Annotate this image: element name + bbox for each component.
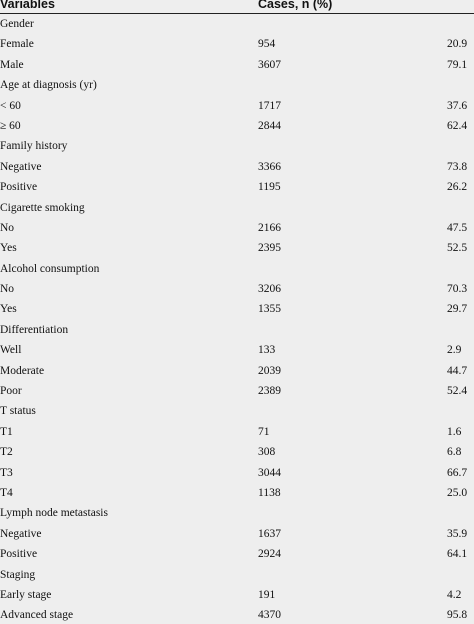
cases-pct-cell: 29.7 xyxy=(447,303,468,316)
cases-n-cell: 2389 xyxy=(258,385,281,398)
table-row xyxy=(0,605,474,624)
cases-pct-cell: 44.7 xyxy=(447,364,468,377)
cases-n-cell: 2039 xyxy=(258,364,281,377)
variable-cell: Female xyxy=(0,38,34,51)
cases-n-cell: 2844 xyxy=(258,119,281,132)
category-row xyxy=(0,401,474,421)
variable-cell: Gender xyxy=(0,18,34,30)
variable-cell: Alcohol consumption xyxy=(0,262,100,275)
variable-cell: Negative xyxy=(0,160,42,173)
variable-cell: Moderate xyxy=(0,364,45,377)
cases-n-cell: 4370 xyxy=(258,609,281,622)
variable-cell: ≥ 60 xyxy=(0,119,21,132)
cases-n-cell: 308 xyxy=(258,446,276,459)
variable-cell: Cigarette smoking xyxy=(0,201,85,214)
variable-cell: Advanced stage xyxy=(0,609,74,622)
variable-cell: Yes xyxy=(0,242,17,255)
category-row xyxy=(0,320,474,340)
variable-cell: Poor xyxy=(0,385,22,398)
table-row xyxy=(0,157,474,177)
variable-cell: Early stage xyxy=(0,588,52,601)
variable-cell: Negative xyxy=(0,527,42,540)
cases-pct-cell: 70.3 xyxy=(447,283,468,296)
table-header xyxy=(0,0,474,14)
header-cases: Cases, n (%) xyxy=(258,0,333,11)
category-row xyxy=(0,14,474,34)
cases-pct-cell: 35.9 xyxy=(447,527,468,540)
cases-pct-cell: 52.4 xyxy=(447,385,468,398)
table-row xyxy=(0,238,474,258)
variable-cell: No xyxy=(0,221,15,234)
category-row xyxy=(0,75,474,95)
table-row xyxy=(0,340,474,360)
variable-cell: < 60 xyxy=(0,99,21,112)
table-row xyxy=(0,483,474,503)
cases-pct-cell: 20.9 xyxy=(447,38,468,51)
cases-pct-cell: 79.1 xyxy=(447,58,468,71)
cases-n-cell: 133 xyxy=(258,344,276,357)
variable-cell: Well xyxy=(0,344,22,357)
table-row xyxy=(0,442,474,462)
variable-cell: T status xyxy=(0,405,36,418)
table-body xyxy=(0,14,474,624)
variable-cell: Lymph node metastasis xyxy=(0,507,108,520)
variable-cell: Differentiation xyxy=(0,323,69,336)
cases-pct-cell: 2.9 xyxy=(447,344,462,357)
cases-pct-cell: 62.4 xyxy=(447,119,468,132)
cases-pct-cell: 52.5 xyxy=(447,242,468,255)
variable-cell: T2 xyxy=(0,446,13,459)
table-row xyxy=(0,585,474,605)
cases-n-cell: 3607 xyxy=(258,58,281,71)
table-row xyxy=(0,544,474,564)
cases-n-cell: 71 xyxy=(258,425,270,438)
table-row xyxy=(0,361,474,381)
cases-pct-cell: 25.0 xyxy=(447,486,468,499)
cases-pct-cell: 47.5 xyxy=(447,221,468,234)
variable-cell: Family history xyxy=(0,140,68,153)
table-row xyxy=(0,524,474,544)
cases-n-cell: 3366 xyxy=(258,160,281,173)
category-row xyxy=(0,503,474,523)
cases-n-cell: 191 xyxy=(258,588,276,601)
table-row xyxy=(0,55,474,75)
cases-pct-cell: 6.8 xyxy=(447,446,462,459)
table-row xyxy=(0,116,474,136)
cases-n-cell: 2924 xyxy=(258,548,281,561)
cases-pct-cell: 73.8 xyxy=(447,160,468,173)
cases-n-cell: 1195 xyxy=(258,181,281,194)
cases-pct-cell: 26.2 xyxy=(447,181,468,194)
variable-cell: Staging xyxy=(0,568,36,581)
cases-n-cell: 1637 xyxy=(258,527,281,540)
variable-cell: T4 xyxy=(0,486,13,499)
cases-n-cell: 3206 xyxy=(258,283,281,296)
table-row xyxy=(0,279,474,299)
table-row xyxy=(0,463,474,483)
cases-n-cell: 1138 xyxy=(258,486,281,499)
variable-cell: Positive xyxy=(0,181,38,194)
cases-n-cell: 1717 xyxy=(258,99,281,112)
variable-cell: Yes xyxy=(0,303,17,316)
cases-n-cell: 954 xyxy=(258,38,276,51)
category-row xyxy=(0,565,474,585)
table-row xyxy=(0,177,474,197)
category-row xyxy=(0,259,474,279)
cases-n-cell: 2166 xyxy=(258,221,281,234)
cases-pct-cell: 64.1 xyxy=(447,548,468,561)
cases-pct-cell: 95.8 xyxy=(447,609,468,622)
category-row xyxy=(0,198,474,218)
cases-pct-cell: 4.2 xyxy=(447,588,462,601)
category-row xyxy=(0,136,474,156)
table-row xyxy=(0,422,474,442)
cases-n-cell: 1355 xyxy=(258,303,281,316)
variable-cell: Positive xyxy=(0,548,38,561)
variable-cell: Male xyxy=(0,58,24,71)
table-row xyxy=(0,218,474,238)
header-variables: Variables xyxy=(0,0,55,11)
table-row xyxy=(0,96,474,116)
table-row xyxy=(0,299,474,319)
variable-cell: T1 xyxy=(0,425,13,438)
variable-cell: Age at diagnosis (yr) xyxy=(0,79,97,92)
variable-cell: T3 xyxy=(0,466,13,479)
cases-pct-cell: 66.7 xyxy=(447,466,468,479)
cases-n-cell: 3044 xyxy=(258,466,281,479)
table-row xyxy=(0,381,474,401)
cases-n-cell: 2395 xyxy=(258,242,281,255)
cases-pct-cell: 1.6 xyxy=(447,425,462,438)
cases-pct-cell: 37.6 xyxy=(447,99,468,112)
table-row xyxy=(0,34,474,54)
variable-cell: No xyxy=(0,283,15,296)
